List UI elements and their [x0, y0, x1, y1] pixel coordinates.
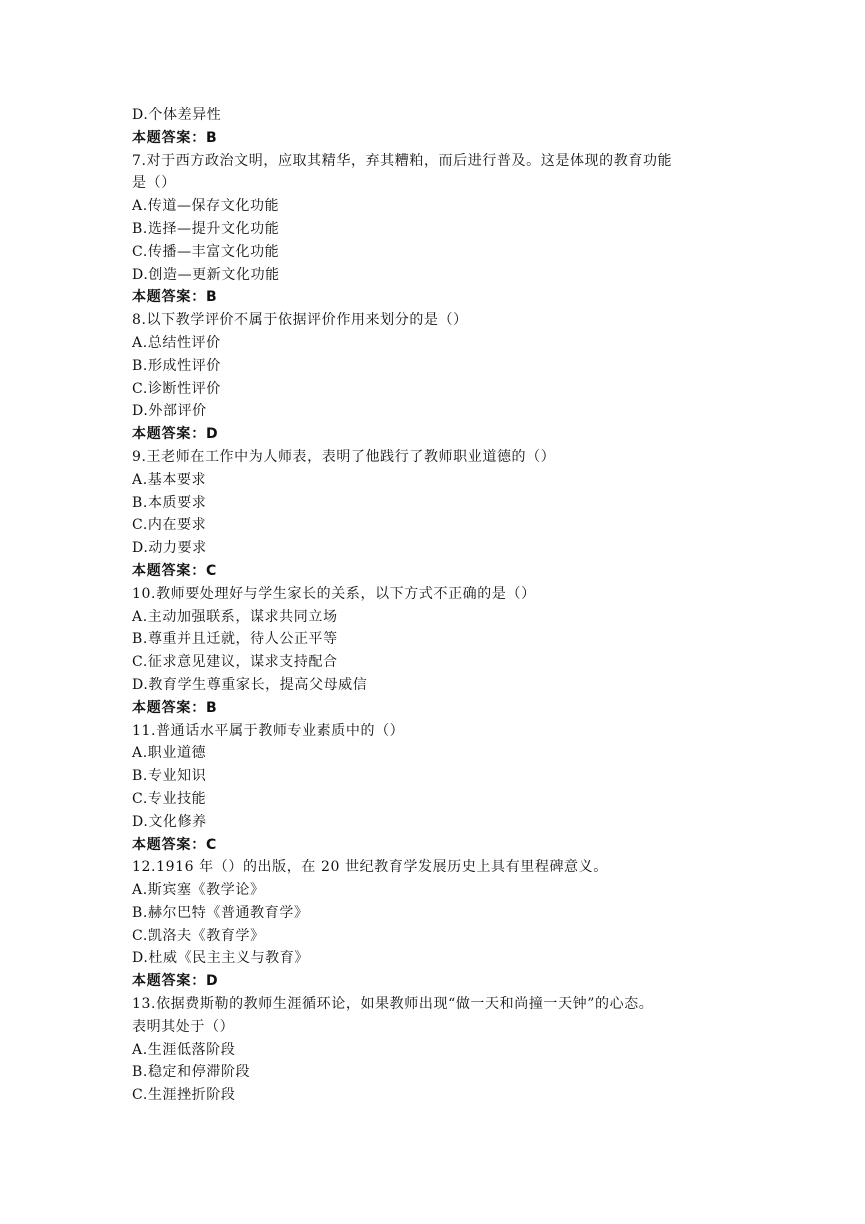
question-text: 7.对于西方政治文明，应取其精华，弃其糟粕，而后进行普及。这是体现的教育功能	[132, 152, 673, 169]
answer-line: 本题答案：D	[132, 973, 219, 990]
answer-line: 本题答案：B	[132, 129, 218, 146]
question-text: 是（）	[132, 175, 176, 192]
question-text: 10.教师要处理好与学生家长的关系，以下方式不正确的是（）	[132, 585, 536, 602]
option-text: B.选择—提升文化功能	[132, 220, 280, 237]
option-text: B.专业知识	[132, 768, 207, 785]
answer-line: 本题答案：C	[132, 562, 218, 579]
question-text: 8.以下教学评价不属于依据评价作用来划分的是（）	[132, 312, 468, 329]
option-text: C.生涯挫折阶段	[132, 1087, 236, 1104]
option-text: A.主动加强联系，谋求共同立场	[132, 608, 338, 625]
option-text: C.专业技能	[132, 790, 207, 807]
option-text: A.基本要求	[132, 471, 207, 488]
question-text: 表明其处于（）	[132, 1018, 235, 1035]
option-text: C.传播—丰富文化功能	[132, 243, 280, 260]
option-text: A.传道—保存文化功能	[132, 198, 280, 215]
answer-line: 本题答案：B	[132, 289, 218, 306]
option-text: B.本质要求	[132, 494, 207, 511]
option-text: B.赫尔巴特《普通教育学》	[132, 904, 309, 921]
option-text: D.创造—更新文化功能	[132, 266, 280, 283]
option-text: D.个体差异性	[132, 107, 222, 123]
question-text: 12.1916 年（）的出版，在 20 世纪教育学发展历史上具有里程碑意义。	[132, 859, 608, 876]
option-text: C.内在要求	[132, 517, 207, 534]
option-text: C.征求意见建议，谋求支持配合	[132, 654, 338, 671]
option-text: B.形成性评价	[132, 357, 221, 374]
option-text: D.教育学生尊重家长，提高父母威信	[132, 676, 368, 693]
option-text: C.诊断性评价	[132, 380, 221, 397]
question-text: 13.依据费斯勒的教师生涯循环论，如果教师出现“做一天和尚撞一天钟”的心态。	[132, 996, 654, 1013]
option-text: A.生涯低落阶段	[132, 1041, 236, 1058]
answer-line: 本题答案：D	[132, 426, 219, 443]
option-text: D.外部评价	[132, 403, 207, 420]
option-text: D.杜威《民主主义与教育》	[132, 950, 309, 967]
option-text: D.文化修养	[132, 813, 207, 830]
answer-line: 本题答案：B	[132, 699, 218, 716]
option-text: A.总结性评价	[132, 334, 221, 351]
document-page	[132, 104, 742, 1107]
answer-line: 本题答案：C	[132, 836, 218, 853]
option-text: A.斯宾塞《教学论》	[132, 882, 265, 899]
option-text: B.稳定和停滞阶段	[132, 1064, 251, 1081]
option-text: A.职业道德	[132, 745, 207, 762]
option-text: B.尊重并且迁就，待人公正平等	[132, 631, 338, 648]
option-text: C.凯洛夫《教育学》	[132, 927, 265, 944]
option-text: D.动力要求	[132, 540, 207, 557]
question-text: 9.王老师在工作中为人师表，表明了他践行了教师职业道德的（）	[132, 448, 556, 465]
question-text: 11.普通话水平属于教师专业素质中的（）	[132, 722, 405, 739]
